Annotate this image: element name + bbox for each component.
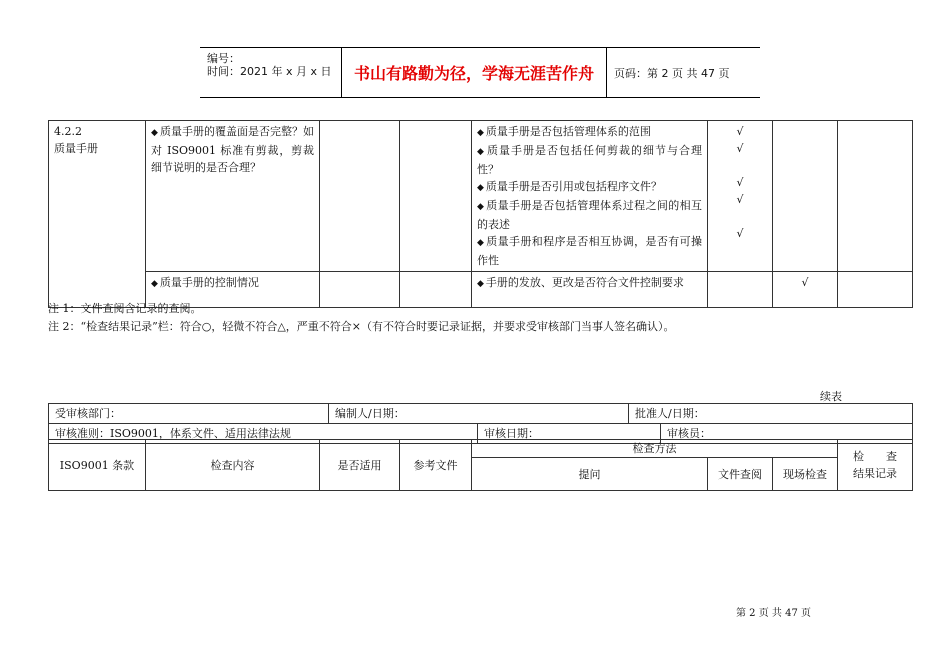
criteria-cell: 审核准则：ISO9001，体系文件、适用法律法规: [49, 424, 478, 444]
table-row: [49, 121, 913, 272]
question-item: ◆ 质量手册是否引用或包括程序文件？: [477, 178, 702, 197]
auditor-cell: 审核员：: [661, 424, 913, 444]
page-footer: 第 2 页 共 47 页: [736, 608, 811, 619]
result-cell: [838, 272, 913, 308]
check-mark: √: [736, 227, 744, 240]
reference-cell: [400, 121, 472, 272]
applicable-cell: [320, 121, 400, 272]
applicable-cell: [320, 272, 400, 308]
question-item: ◆ 手册的发放、更改是否符合文件控制要求: [477, 274, 702, 293]
audited-dept-cell: 受审核部门：: [49, 404, 329, 424]
check-mark: [713, 157, 767, 174]
col-applicable: 是否适用: [320, 440, 400, 491]
note-2: 注 2：“检查结果记录”栏：符合○，轻微不符合△，严重不符合×（有不符合时要记录证据，并要求受审核部门当事人签名确认）。: [48, 320, 675, 333]
page-header: [200, 47, 760, 98]
site-check-cell: [773, 121, 838, 272]
doc-check-cell: [708, 272, 773, 308]
col-method: 检查方法: [472, 440, 838, 458]
question-item: ◆ 质量手册是否包括管理体系过程之间的相互的表述: [477, 197, 702, 233]
col-reference: 参考文件: [400, 440, 472, 491]
clause-cell: [49, 121, 146, 308]
col-doc-check: 文件查阅: [708, 458, 773, 491]
audit-date-cell: 审核日期：: [478, 424, 661, 444]
question-item: ◆ 质量手册和程序是否相互协调，是否有可操作性: [477, 233, 702, 269]
approved-by-cell: 批准人/日期：: [629, 404, 913, 424]
content-text: ◆ 质量手册的覆盖面是否完整？如对 ISO9001 标准有剪裁，剪裁细节说明的是否合理？: [151, 125, 314, 174]
col-result-line: 检 查: [853, 450, 898, 463]
check-mark: [713, 208, 767, 225]
site-check-cell: [773, 272, 838, 308]
question-item: ◆ 质量手册是否包括任何剪裁的细节与合理性？: [477, 142, 702, 178]
question-item: ◆ 质量手册是否包括管理体系的范围: [477, 123, 702, 142]
col-clause: ISO9001 条款: [49, 440, 146, 491]
continued-label: 续表: [820, 390, 842, 403]
col-result: [838, 440, 913, 491]
table-row: [49, 404, 913, 424]
column-header-table: [48, 439, 913, 491]
checklist-table: [48, 120, 913, 308]
time-label: 时间：2021 年 x 月 x 日: [207, 65, 332, 78]
doc-check-cell: [708, 121, 773, 272]
reference-cell: [400, 272, 472, 308]
content-cell: [146, 121, 320, 272]
check-mark: √: [736, 125, 744, 138]
number-label: 编号：: [207, 52, 240, 65]
question-cell: [472, 272, 708, 308]
check-mark: √: [801, 276, 809, 289]
question-cell: [472, 121, 708, 272]
clause-number: 4.2.2: [54, 125, 82, 138]
col-question: 提问: [472, 458, 708, 491]
col-site-check: 现场检查: [773, 458, 838, 491]
clause-title: 质量手册: [54, 142, 98, 155]
check-mark: √: [736, 176, 744, 189]
check-mark: √: [736, 142, 744, 155]
header-page-info: 页码：第 2 页 共 47 页: [614, 66, 730, 80]
note-1: 注 1：文件查阅含记录的查阅。: [48, 302, 202, 315]
check-mark: √: [736, 193, 744, 206]
header-meta: [200, 48, 342, 97]
col-result-line: 结果记录: [853, 467, 898, 480]
audit-info-table: [48, 403, 913, 444]
table-row: [49, 440, 913, 458]
content-text: ◆ 质量手册的控制情况: [151, 276, 259, 289]
col-content: 检查内容: [146, 440, 320, 491]
header-motto: 书山有路勤为径，学海无涯苦作舟: [342, 48, 607, 97]
prepared-by-cell: 编制人/日期：: [329, 404, 629, 424]
result-cell: [838, 121, 913, 272]
